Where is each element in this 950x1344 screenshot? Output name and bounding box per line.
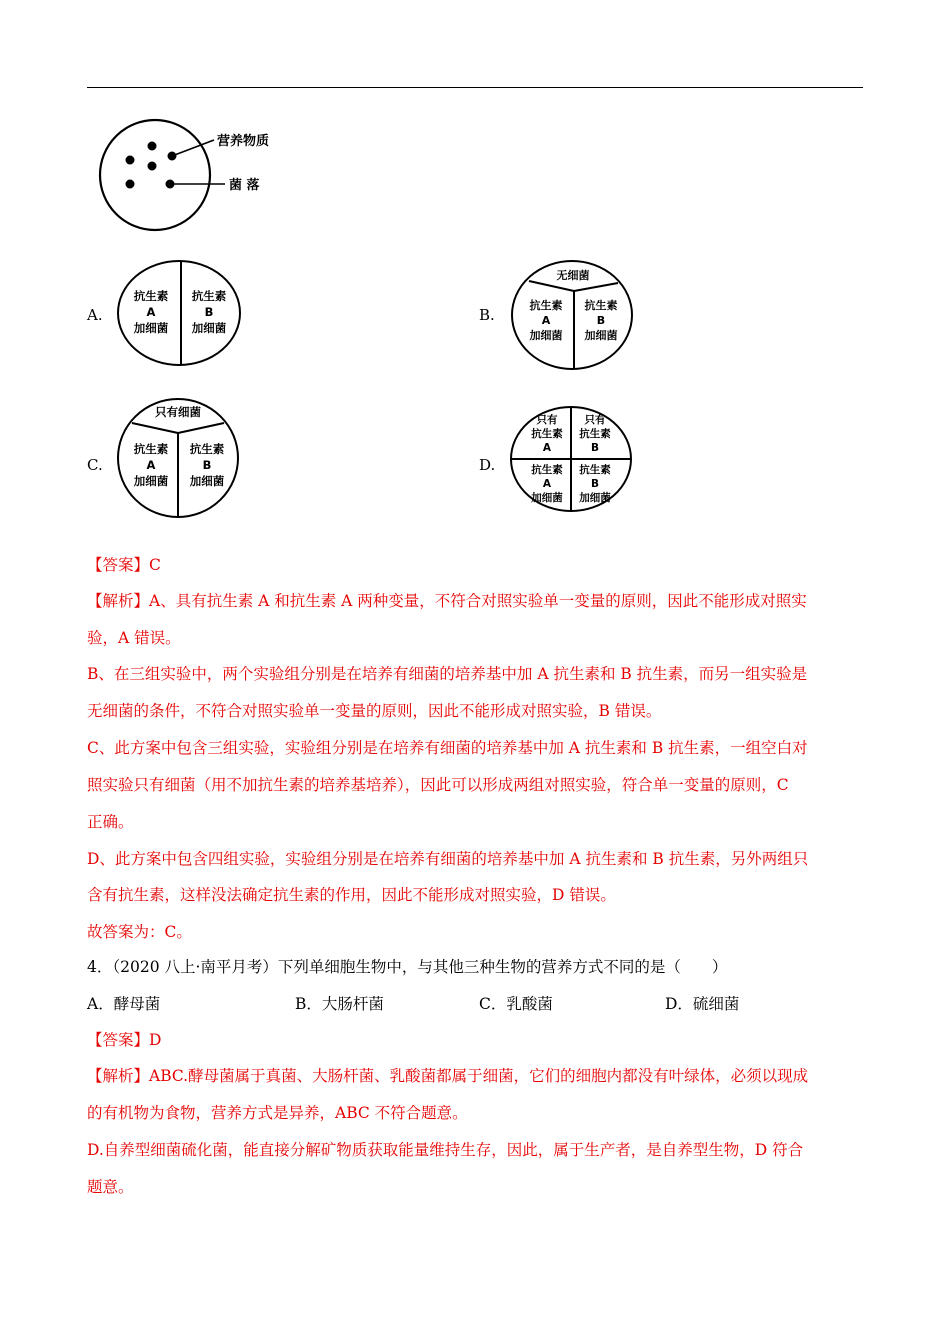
option-d-label: D. [479, 456, 496, 474]
colony-dot [126, 156, 135, 165]
label-colony: 菌 落 [229, 178, 260, 193]
q4-analysis-line: 题意。 [87, 1178, 134, 1196]
sector-text: A [541, 314, 551, 327]
sector-text: 加细菌 [133, 474, 169, 488]
sector-text: 加细菌 [189, 474, 225, 488]
sector-text: A [542, 478, 552, 490]
colony-dot [126, 180, 135, 189]
option-b-label: B. [479, 306, 495, 324]
sector-text: B [204, 305, 214, 319]
sector-text: 抗生素 [133, 289, 169, 303]
sector-text: 抗生素 [133, 442, 169, 456]
q4-choice-c: C．乳酸菌 [479, 995, 553, 1013]
sector-text: B [590, 478, 600, 490]
sector-text: 无细菌 [556, 269, 590, 282]
q3-analysis-line: 含有抗生素，这样没法确定抗生素的作用，因此不能形成对照实验，D 错误。 [87, 886, 616, 904]
sector-text: 加细菌 [133, 321, 169, 335]
sector-text: 加细菌 [529, 329, 563, 342]
petri-dish-figure [97, 118, 297, 233]
option-d-dish [507, 403, 637, 515]
sector-text: 抗生素 [531, 428, 563, 440]
q3-analysis-line: 【解析】A、具有抗生素 A 和抗生素 A 两种变量，不符合对照实验单一变量的原则，因此不能形成对照实 [87, 592, 807, 610]
sector-text: 抗生素 [189, 442, 225, 456]
sector-text: 只有细菌 [155, 405, 201, 419]
sector-text: A [542, 442, 552, 454]
header-rule [87, 87, 863, 88]
q4-choice-d: D．硫细菌 [665, 995, 740, 1013]
q3-answer: 【答案】C [87, 556, 161, 574]
option-c-label: C. [87, 456, 103, 474]
q3-analysis-line: 验，A 错误。 [87, 629, 181, 647]
sector-text: 只有 [536, 414, 558, 426]
sector-text: B [590, 442, 600, 454]
option-c-dish [114, 393, 244, 523]
q4-analysis-line: 【解析】ABC.酵母菌属于真菌、大肠杆菌、乳酸菌都属于细菌，它们的细胞内都没有叶绿体，必须以现成 [87, 1067, 809, 1085]
sector-text: 抗生素 [531, 464, 563, 476]
sector-text: A [146, 458, 156, 472]
q4-answer: 【答案】D [87, 1031, 162, 1049]
q3-analysis-line: B、在三组实验中，两个实验组分别是在培养有细菌的培养基中加 A 抗生素和 B 抗生素，而另一组实验是 [87, 665, 808, 683]
colony-dot [148, 162, 157, 171]
q3-analysis-line: D、此方案中包含四组实验，实验组分别是在培养有细菌的培养基中加 A 抗生素和 B 抗生素，另外两组只 [87, 850, 809, 868]
q4-analysis-line: 的有机物为食物，营养方式是异养，ABC 不符合题意。 [87, 1104, 468, 1122]
sector-text: 抗生素 [529, 299, 563, 312]
label-nutrient: 营养物质 [217, 134, 270, 149]
option-a-dish [115, 258, 245, 370]
sector-text: 加细菌 [584, 329, 618, 342]
sector-text: 加细菌 [531, 492, 563, 504]
q3-analysis-line: C、此方案中包含三组实验，实验组分别是在培养有细菌的培养基中加 A 抗生素和 B 抗生素，一组空白对 [87, 739, 808, 757]
sector-text: 抗生素 [584, 299, 618, 312]
sector-text: 抗生素 [191, 289, 227, 303]
sector-text: 加细菌 [579, 492, 611, 504]
sector-text: 加细菌 [191, 321, 227, 335]
q3-conclusion: 故答案为：C。 [87, 923, 192, 941]
q3-analysis-line: 照实验只有细菌（用不加抗生素的培养基培养），因此可以形成两组对照实验，符合单一变量的原则，C [87, 776, 789, 794]
sector-text: 只有 [584, 414, 606, 426]
q4-analysis-line: D.自养型细菌硫化菌，能直接分解矿物质获取能量维持生存，因此，属于生产者，是自养型生物，D 符合 [87, 1141, 804, 1159]
option-b-dish [508, 255, 638, 373]
q3-analysis-line: 无细菌的条件，不符合对照实验单一变量的原则，因此不能形成对照实验，B 错误。 [87, 702, 662, 720]
colony-dot [148, 142, 157, 151]
option-a-label: A. [87, 306, 103, 324]
q4-choice-b: B．大肠杆菌 [295, 995, 384, 1013]
q4-choice-a: A．酵母菌 [87, 995, 161, 1013]
sector-text: B [202, 458, 212, 472]
q4-stem: 4．（2020 八上·南平月考）下列单细胞生物中，与其他三种生物的营养方式不同的是（ ） [87, 958, 728, 976]
sector-text: A [146, 305, 156, 319]
q3-analysis-line: 正确。 [87, 813, 134, 831]
sector-text: 抗生素 [579, 428, 611, 440]
sector-text: 抗生素 [579, 464, 611, 476]
sector-text: B [596, 314, 606, 327]
